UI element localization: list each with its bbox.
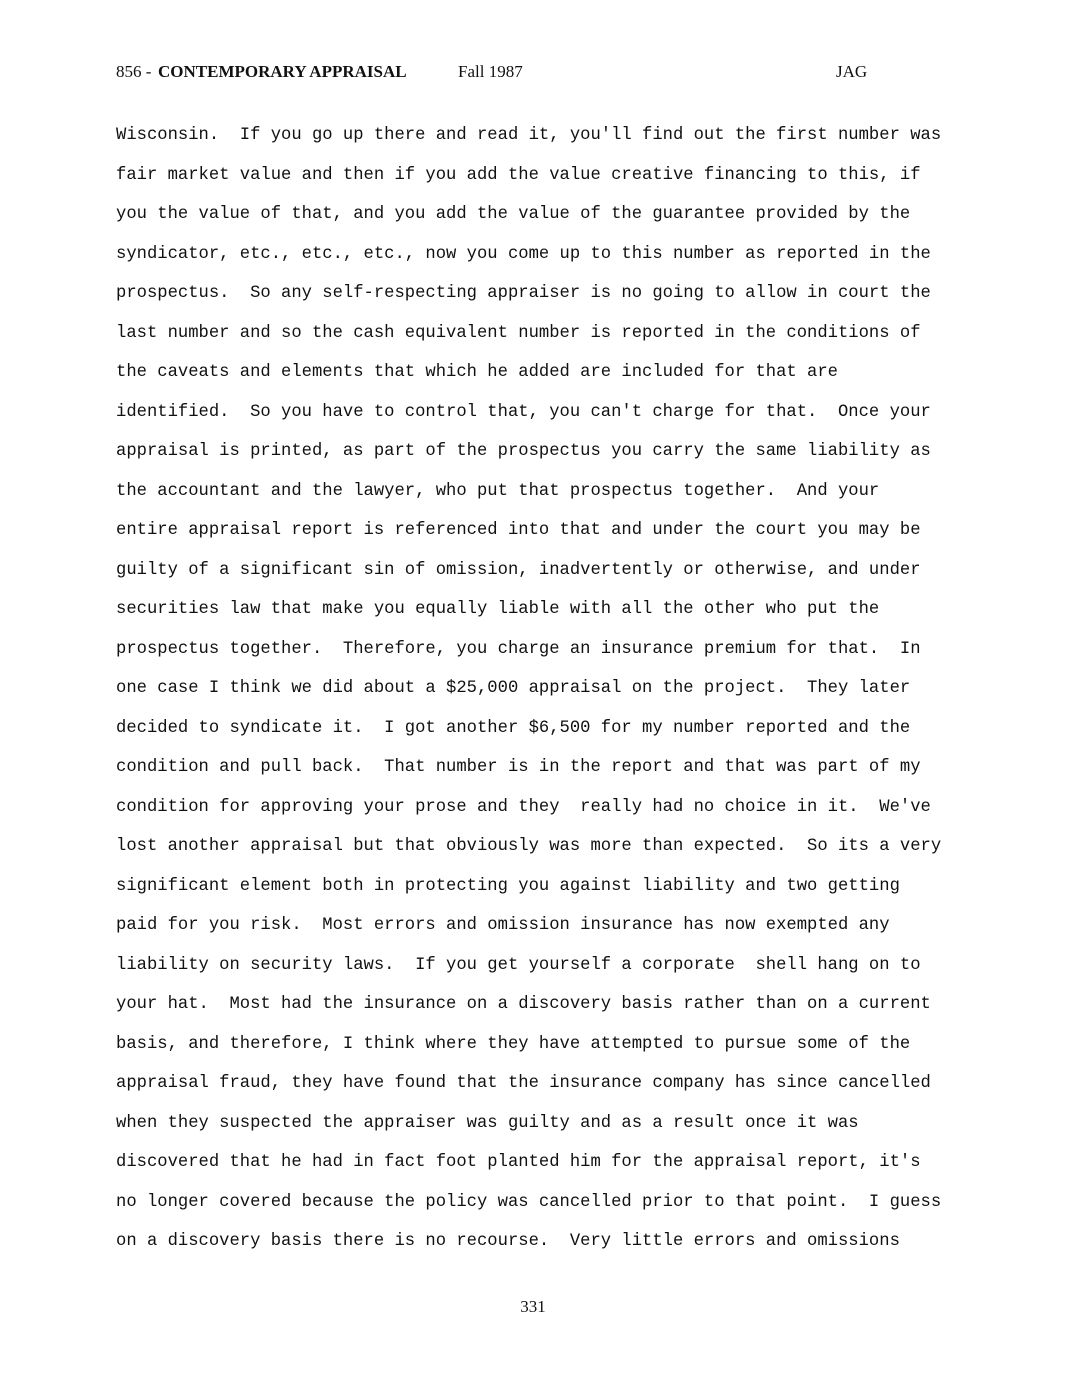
transcript-body (116, 122, 956, 1268)
text-line: securities law that make you equally liable with all the other who put the (116, 600, 880, 619)
text-line: one case I think we did about a $25,000 appraisal on the project. They later (116, 679, 911, 698)
text-line: basis, and therefore, I think where they have attempted to pursue some of the (116, 1034, 911, 1054)
text-line: you the value of that, and you add the value of the guarantee provided by the (116, 205, 911, 224)
text-line: Wisconsin. If you go up there and read it, you'll find out the first number was (116, 126, 942, 145)
text-line: fair market value and then if you add the value creative financing to this, if (116, 165, 921, 185)
course-number: 856 - (116, 62, 152, 81)
text-line: syndicator, etc., etc., etc., now you come up to this number as reported in the (116, 244, 931, 264)
text-line: lost another appraisal but that obviously was more than expected. So its a very (116, 837, 942, 856)
text-line: condition and pull back. That number is in the report and that was part of my (116, 758, 921, 777)
page-header (116, 62, 876, 86)
text-line: prospectus. So any self-respecting appraiser is no going to allow in court the (116, 284, 931, 303)
text-line: discovered that he had in fact foot planted him for the appraisal report, it's (116, 1153, 921, 1172)
text-line: the caveats and elements that which he added are included for that are (116, 363, 838, 382)
text-line: no longer covered because the policy was cancelled prior to that point. I guess (116, 1192, 942, 1212)
text-line: paid for you risk. Most errors and omission insurance has now exempted any (116, 916, 890, 935)
text-line: appraisal is printed, as part of the prospectus you carry the same liability as (116, 442, 931, 461)
text-line: decided to syndicate it. I got another $6,500 for my number reported and the (116, 718, 911, 738)
text-line: liability on security laws. If you get yourself a corporate shell hang on to (116, 955, 921, 975)
text-line: guilty of a significant sin of omission, inadvertently or otherwise, and under (116, 560, 921, 580)
text-line: the accountant and the lawyer, who put that prospectus together. And your (116, 481, 880, 501)
text-line: on a discovery basis there is no recourse. Very little errors and omissions (116, 1232, 900, 1251)
term: Fall 1987 (458, 62, 523, 81)
course-title: CONTEMPORARY APPRAISAL (158, 62, 407, 81)
text-line: prospectus together. Therefore, you charge an insurance premium for that. In (116, 639, 921, 659)
text-line: entire appraisal report is referenced into that and under the court you may be (116, 521, 921, 540)
text-line: when they suspected the appraiser was guilty and as a result once it was (116, 1113, 859, 1133)
text-line: appraisal fraud, they have found that the insurance company has since cancelled (116, 1074, 931, 1093)
text-line: your hat. Most had the insurance on a discovery basis rather than on a current (116, 995, 931, 1014)
text-line: significant element both in protecting you against liability and two getting (116, 876, 900, 896)
text-line: last number and so the cash equivalent number is reported in the conditions of (116, 323, 921, 343)
text-line: identified. So you have to control that, you can't charge for that. Once your (116, 402, 931, 422)
text-line: condition for approving your prose and they really had no choice in it. We've (116, 797, 931, 817)
page-number: 331 (520, 1297, 546, 1316)
author-initials: JAG (836, 62, 868, 81)
